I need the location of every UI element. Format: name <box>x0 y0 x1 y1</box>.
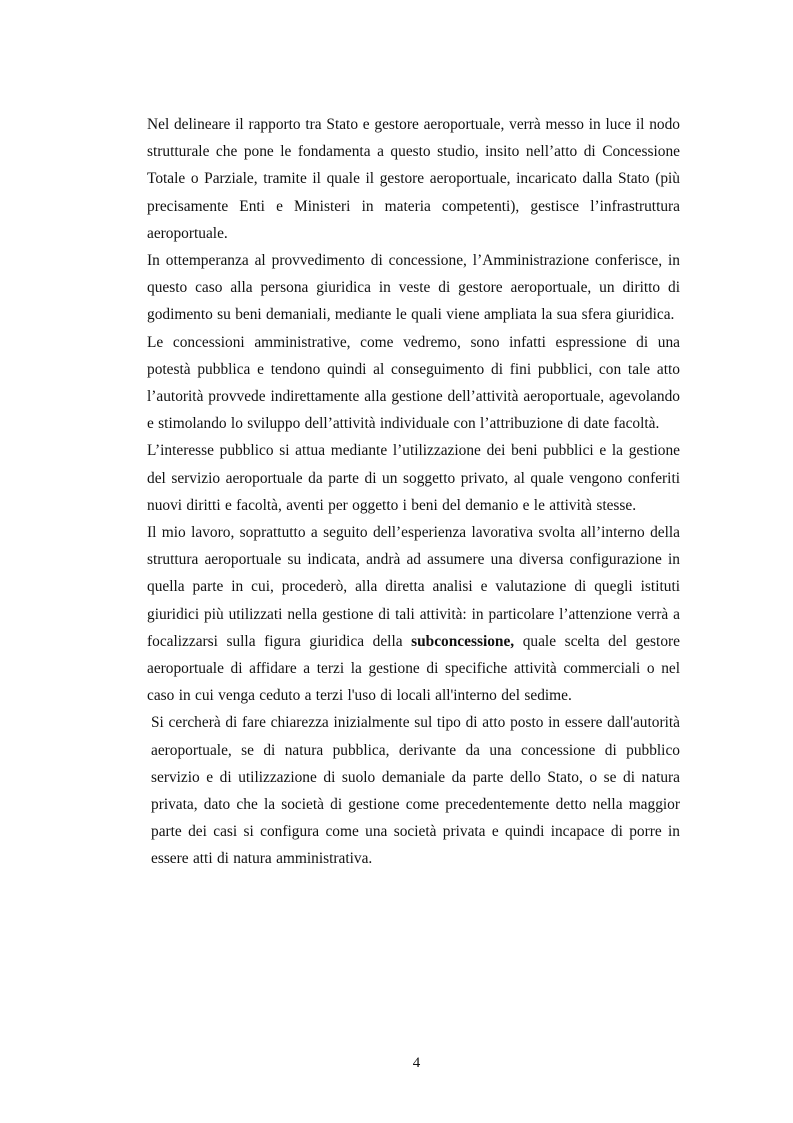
subconcession-term: subconcessione, <box>411 632 515 650</box>
paragraph-subconcession <box>147 519 680 709</box>
paragraph-subconcession-after: quale scelta del gestore aeroportuale di affidare a terzi la gestione di specifiche attività commerciali o nel caso in cui venga ceduto a terzi l'uso di locali all'interno del sedime. <box>147 632 680 705</box>
paragraph-administrative-concessions: Le concessioni amministrative, come vedremo, sono infatti espressione di una potestà pubblica e tendono quindi al conseguimento di fini pubblici, con tale atto l’autorità provvede indirettamente alla gestione dell’attività aeroportuale, agevolando e stimolando lo sviluppo dell’attività individuale con l’attribuzione di date facoltà. <box>147 333 680 433</box>
paragraph-concession-intro: Nel delineare il rapporto tra Stato e gestore aeroportuale, verrà messo in luce il nodo strutturale che pone le fondamenta a questo studio, insito nell’atto di Concessione Totale o Parziale, tramite il quale il gestore aeroportuale, incaricato dalla Stato (più precisamente Enti e Ministeri in materia competenti), gestisce l’infrastruttura aeroportuale. <box>147 116 680 242</box>
paragraph-subconcession-before: Il mio lavoro, soprattutto a seguito dell’esperienza lavorativa svolta all’interno della struttura aeroportuale su indicata, andrà ad assumere una diversa configurazione in quella parte in cui, procederò, alla diretta analisi e valutazione di quegli istituti giuridici più utilizzati nella gestione di tali attività: in particolare l’attenzione verrà a focalizzarsi sulla figura giuridica della <box>147 524 680 650</box>
paragraph-public-interest: L’interesse pubblico si attua mediante l’utilizzazione dei beni pubblici e la gestione del servizio aeroportuale da parte di un soggetto privato, al quale vengono conferiti nuovi diritti e facoltà, aventi per oggetto i beni del demanio e le attività stesse. <box>147 442 680 514</box>
page-number: 4 <box>412 1055 421 1071</box>
body-text <box>147 111 680 873</box>
paragraph-administration-rights: In ottemperanza al provvedimento di concessione, l’Amministrazione conferisce, in questo caso alla persona giuridica in veste di gestore aeroportuale, un diritto di godimento su beni demaniali, mediante le quali viene ampliata la sua sfera giuridica. <box>147 252 680 324</box>
paragraph-clarification: Si cercherà di fare chiarezza inizialmente sul tipo di atto posto in essere dall'autorità aeroportuale, se di natura pubblica, derivante da una concessione di pubblico servizio e di utilizzazione di suolo demaniale da parte dello Stato, o se di natura privata, dato che la società di gestione come precedentemente detto nella maggior parte dei casi si configura come una società privata e quindi incapace di porre in essere atti di natura amministrativa. <box>151 714 680 868</box>
